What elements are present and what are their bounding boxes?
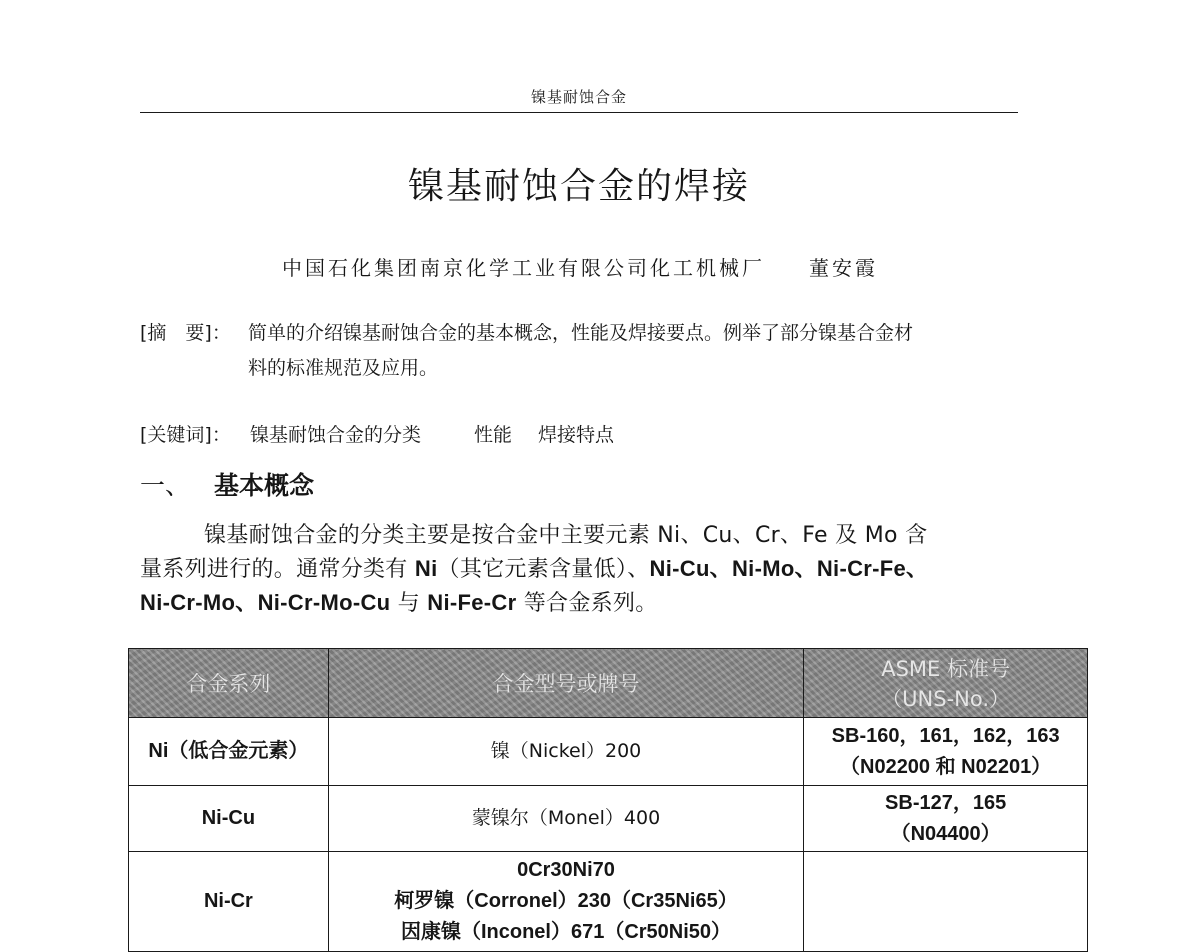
keyword-3: 焊接特点 (538, 424, 615, 446)
table-row (129, 852, 1088, 952)
table-row (129, 718, 1088, 786)
header-alloy-series: 合金系列 (129, 649, 329, 718)
cell-grade (328, 852, 803, 952)
paragraph-line-3-text-b: 等合金系列。 (516, 591, 658, 616)
paragraph-line-2 (140, 552, 1020, 583)
paragraph-line-1: 镍基耐蚀合金的分类主要是按合金中主要元素 Ni、Cu、Cr、Fe 及 Mo 含 (204, 523, 928, 548)
header-asme-standard-line-2: （UNS-No.） (881, 687, 1011, 711)
standard-line: SB-127，165 (885, 791, 1007, 814)
section-title: 基本概念 (214, 471, 315, 500)
cell-series: Ni-Cr (129, 852, 329, 952)
paragraph-line-2-bold-a: Ni (414, 556, 438, 581)
grade-line: 蒙镍尔（Monel）400 (471, 807, 661, 829)
standard-line: （N04400） (890, 822, 1001, 845)
cell-standard-empty (804, 852, 1088, 952)
table-row (129, 786, 1088, 852)
keyword-2: 性能 (474, 424, 513, 446)
paragraph-line-2-text-a: 量系列进行的。通常分类有 (140, 557, 415, 582)
abstract-text-line-1: 简单的介绍镍基耐蚀合金的基本概念，性能及焊接要点。例举了部分镍基合金材 (248, 322, 914, 344)
paragraph-line-2-bold-b: Ni-Cu、Ni-Mo、Ni-Cr-Fe、 (649, 556, 929, 581)
running-header: 镍基耐蚀合金 (530, 88, 627, 106)
affiliation: 中国石化集团南京化学工业有限公司化工机械厂 (282, 256, 765, 280)
table-header-row (129, 649, 1088, 718)
byline (0, 252, 1160, 281)
section-number: 一、 (140, 471, 191, 500)
alloy-table (128, 648, 1088, 952)
cell-grade (328, 786, 803, 852)
paragraph-line-3 (140, 586, 1020, 617)
grade-line: 柯罗镍（Corronel）230（Cr35Ni65） (394, 890, 738, 912)
keywords-label: [关键词]： (140, 424, 231, 446)
header-rule (140, 112, 1018, 113)
standard-line: SB-160，161，162，163 (831, 724, 1060, 747)
paragraph-line-3-bold-b: Ni-Fe-Cr (427, 590, 517, 615)
cell-series: Ni（低合金元素） (129, 718, 329, 786)
abstract-text-line-2: 料的标准规范及应用。 (248, 357, 439, 379)
paragraph-line-3-bold-a: Ni-Cr-Mo、Ni-Cr-Mo-Cu (140, 590, 391, 615)
header-alloy-grade: 合金型号或牌号 (328, 649, 803, 718)
cell-standard (804, 786, 1088, 852)
cell-series: Ni-Cu (129, 786, 329, 852)
author-name: 董安霞 (809, 256, 878, 280)
standard-line: （N02200 和 N02201） (840, 755, 1052, 778)
cell-grade (328, 718, 803, 786)
paragraph-line-2-text-b: （其它元素含量低）、 (437, 557, 650, 582)
section-heading (140, 466, 314, 502)
abstract-label: [摘 要]： (140, 322, 231, 344)
grade-line: 镍（Nickel）200 (490, 740, 642, 762)
document-title: 镍基耐蚀合金的焊接 (407, 166, 750, 207)
header-asme-standard-line-1: ASME 标准号 (881, 657, 1010, 681)
cell-standard (804, 718, 1088, 786)
paragraph-line-3-text-a: 与 (390, 591, 428, 616)
keyword-1: 镍基耐蚀合金的分类 (250, 424, 422, 446)
grade-line: 因康镍（Inconel）671（Cr50Ni50） (400, 921, 732, 943)
header-asme-standard (804, 649, 1088, 718)
grade-line: 0Cr30Ni70 (517, 859, 615, 881)
